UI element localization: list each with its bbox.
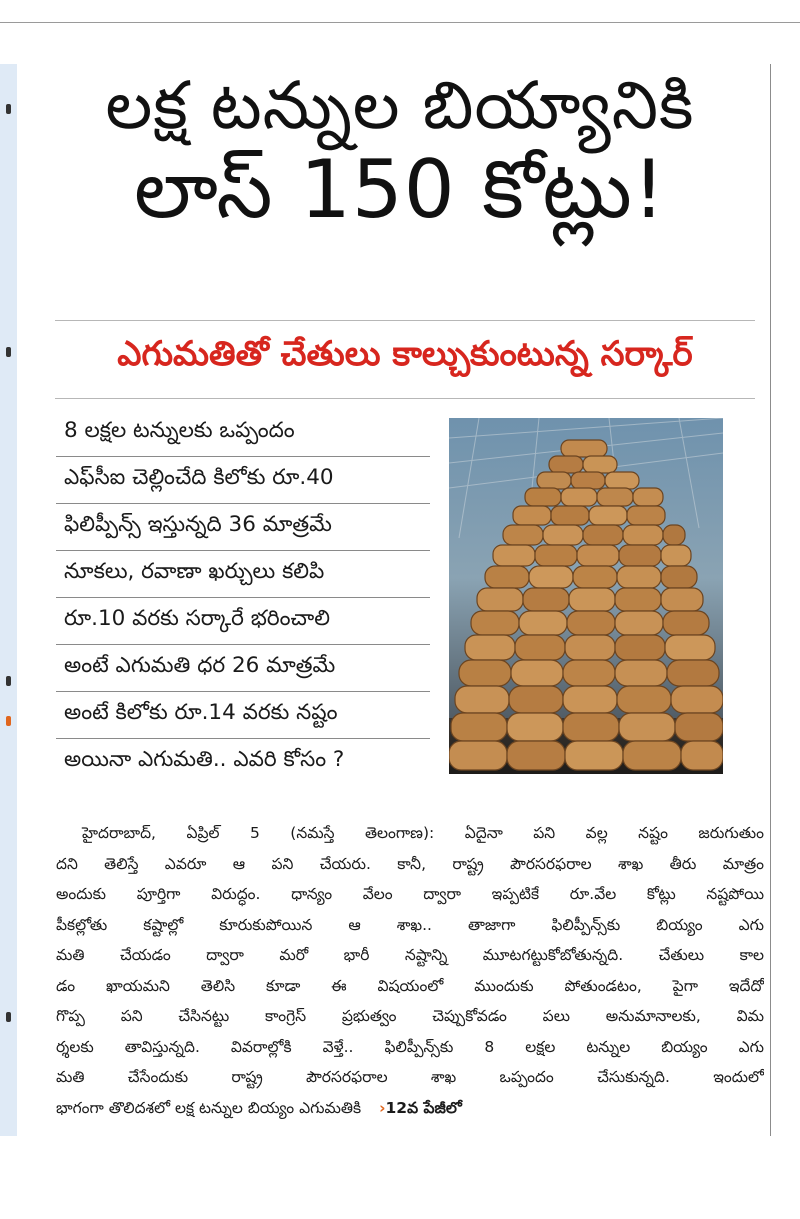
column-divider bbox=[770, 64, 771, 1136]
highlight-item: 8 లక్షల టన్నులకు ఒప్పందం bbox=[56, 410, 430, 457]
body-line: మతి చేయడం ద్వారా మరో భారీ నష్టాన్ని మూటగట్టుకోబోతున్నది. చేతులు కాల bbox=[56, 946, 764, 964]
body-line: పీకల్లోతు కష్టాల్లో కూరుకుపోయిన ఆ శాఖ.. తాజాగా ఫిలిప్పీన్స్‌కు బియ్యం ఎగు bbox=[56, 915, 764, 934]
headline bbox=[60, 67, 740, 237]
strip-mark bbox=[6, 347, 11, 357]
strip-mark-orange bbox=[6, 716, 11, 726]
top-divider bbox=[0, 22, 800, 23]
highlight-item: ఫిలిప్పీన్స్ ఇస్తున్నది 36 మాత్రమే bbox=[56, 504, 430, 551]
body-last-line bbox=[56, 1093, 764, 1124]
highlight-item: రూ.10 వరకు సర్కారే భరించాలి bbox=[56, 598, 430, 645]
rice-sack-stack-illustration bbox=[449, 418, 723, 774]
subheadline-bottom-rule bbox=[55, 398, 755, 399]
subheadline: ఎగుమతితో చేతులు కాల్చుకుంటున్న సర్కార్ bbox=[117, 334, 693, 374]
continuation-link[interactable]: 12వ పేజీలో bbox=[385, 1098, 462, 1117]
headline-line-2: లాస్ 150 కోట్లు! bbox=[134, 143, 666, 237]
strip-mark bbox=[6, 104, 11, 114]
body-line: మతి చేసేందుకు రాష్ట్ర పౌరసరఫరాల శాఖ ఒప్పందం చేసుకున్నది. ఇందులో bbox=[56, 1068, 764, 1086]
body-line: దని తెలిస్తే ఎవరూ ఆ పని చేయరు. కానీ, రాష్ట్ర పౌరసరఫరాల శాఖ తీరు మాత్రం bbox=[56, 854, 764, 873]
strip-mark bbox=[6, 676, 11, 686]
rice-bags-photo bbox=[449, 418, 723, 774]
highlight-item: అయినా ఎగుమతి.. ఎవరి కోసం ? bbox=[64, 747, 345, 772]
highlight-item: ఎఫ్‌సీఐ చెల్లించేది కిలోకు రూ.40 bbox=[56, 457, 430, 504]
body-line: ర్శలకు తావిస్తున్నది. వివరాల్లోకి వెళ్తే.. ఫిలిప్పీన్స్‌కు 8 లక్షల టన్నుల బియ్యం ఎగు bbox=[56, 1037, 764, 1056]
body-line: గొప్ప పని చేసినట్టు కాంగ్రెస్ ప్రభుత్వం చెప్పుకోవడం పలు అనుమానాలకు, విమ bbox=[56, 1007, 764, 1025]
strip-mark bbox=[6, 1012, 11, 1022]
highlight-item: నూకలు, రవాణా ఖర్చులు కలిపి bbox=[56, 551, 430, 598]
article-body bbox=[56, 818, 764, 1123]
body-line-text: భాగంగా తొలిదశలో లక్ష టన్నుల బియ్యం ఎగుమతికి bbox=[56, 1098, 362, 1117]
highlight-item: అంటే ఎగుమతి ధర 26 మాత్రమే bbox=[56, 645, 430, 692]
highlight-item: అంటే కిలోకు రూ.14 వరకు నష్టం bbox=[56, 692, 430, 739]
body-line: డం ఖాయమని తెలిసి కూడా ఈ విషయంలో ముందుకు పోతుండటం, పైగా ఇదేదో bbox=[56, 976, 764, 995]
subheadline-top-rule bbox=[55, 320, 755, 321]
continuation-arrow-icon: › bbox=[379, 1098, 386, 1117]
adjacent-column-strip bbox=[0, 64, 17, 1136]
body-line: హైదరాబాద్, ఏప్రిల్ 5 (నమస్తే తెలంగాణ): ఏదైనా పని వల్ల నష్టం జరుగుతుం bbox=[82, 824, 764, 842]
body-line: అందుకు పూర్తిగా విరుద్ధం. ధాన్యం వేలం ద్వారా ఇప్పటికే రూ.వేల కోట్లు నష్టపోయి bbox=[56, 885, 764, 903]
highlights-list bbox=[56, 410, 430, 785]
headline-line-1: లక్ష టన్నుల బియ్యానికి bbox=[105, 67, 695, 144]
